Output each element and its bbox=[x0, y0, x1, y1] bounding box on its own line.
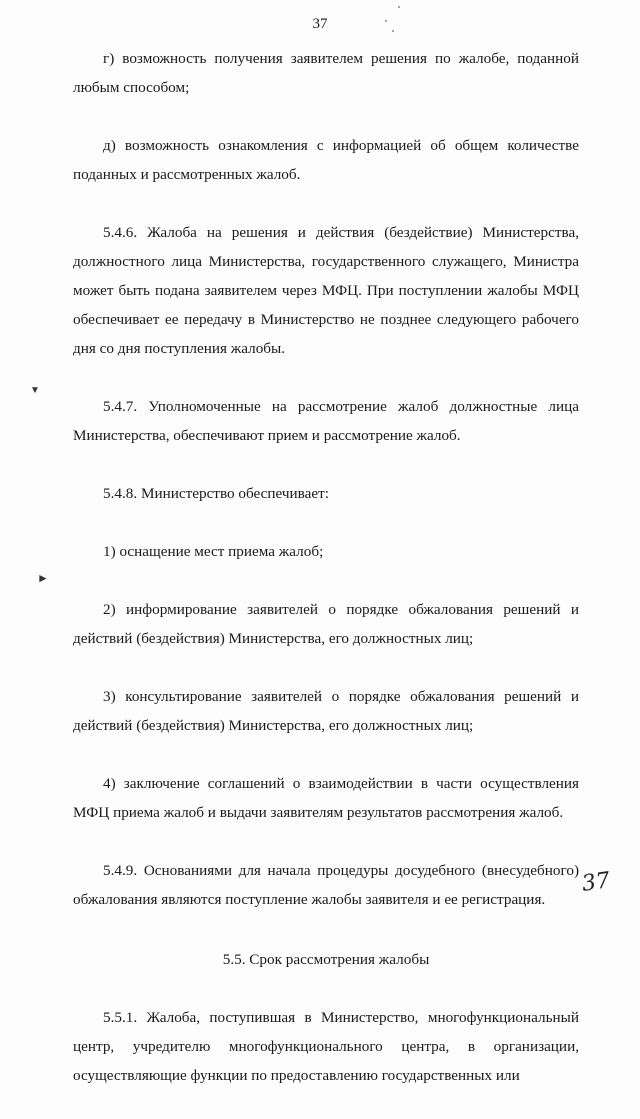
list-item-2: 2) информирование заявителей о порядке обжалования решений и действий (бездействия) Министерства, его должностных лиц; bbox=[73, 601, 579, 647]
paragraph-5-4-6: 5.4.6. Жалоба на решения и действия (бездействие) Министерства, должностного лица Министерства, государственного служащего, Министра может быть подана заявителем через МФЦ. При поступлении жалобы МФЦ обеспечивает ее передачу в Министерство не позднее следующего рабочего дня со дня поступления жалобы. bbox=[73, 224, 579, 357]
paragraph-5-4-9: 5.4.9. Основаниями для начала процедуры досудебного (внесудебного) обжалования являются поступление жалобы заявителя и ее регистрация. bbox=[73, 862, 579, 908]
paragraph-d: д) возможность ознакомления с информацией об общем количестве поданных и рассмотренных жалоб. bbox=[73, 137, 579, 183]
scan-mark-icon: ▼ bbox=[30, 385, 40, 396]
list-item-4: 4) заключение соглашений о взаимодействии в части осуществления МФЦ приема жалоб и выдачи заявителям результатов рассмотрения жалоб. bbox=[73, 775, 579, 821]
list-item-3: 3) консультирование заявителей о порядке обжалования решений и действий (бездействия) Министерства, его должностных лиц; bbox=[73, 688, 579, 734]
scan-dot-icon bbox=[392, 30, 394, 32]
paragraph-5-5-1: 5.5.1. Жалоба, поступившая в Министерство, многофункциональный центр, учредителю многофункционального центра, в организации, осуществляющие функции по предоставлению государственных или bbox=[73, 1009, 579, 1084]
paragraph-5-4-8: 5.4.8. Министерство обеспечивает: bbox=[103, 485, 329, 502]
page-number: 37 bbox=[312, 16, 328, 32]
scan-dot-icon bbox=[385, 20, 387, 22]
paragraph-5-4-7: 5.4.7. Уполномоченные на рассмотрение жалоб должностные лица Министерства, обеспечивают прием и рассмотрение жалоб. bbox=[73, 398, 579, 444]
handwritten-page-number: 37 bbox=[580, 868, 612, 897]
document-body bbox=[73, 44, 579, 1119]
scan-dot-icon bbox=[398, 6, 400, 8]
paragraph-g: г) возможность получения заявителем решения по жалобе, поданной любым способом; bbox=[73, 50, 579, 96]
scan-mark-icon: ► bbox=[37, 571, 49, 585]
list-item-1: 1) оснащение мест приема жалоб; bbox=[103, 543, 324, 560]
section-heading: 5.5. Срок рассмотрения жалобы bbox=[222, 951, 430, 968]
